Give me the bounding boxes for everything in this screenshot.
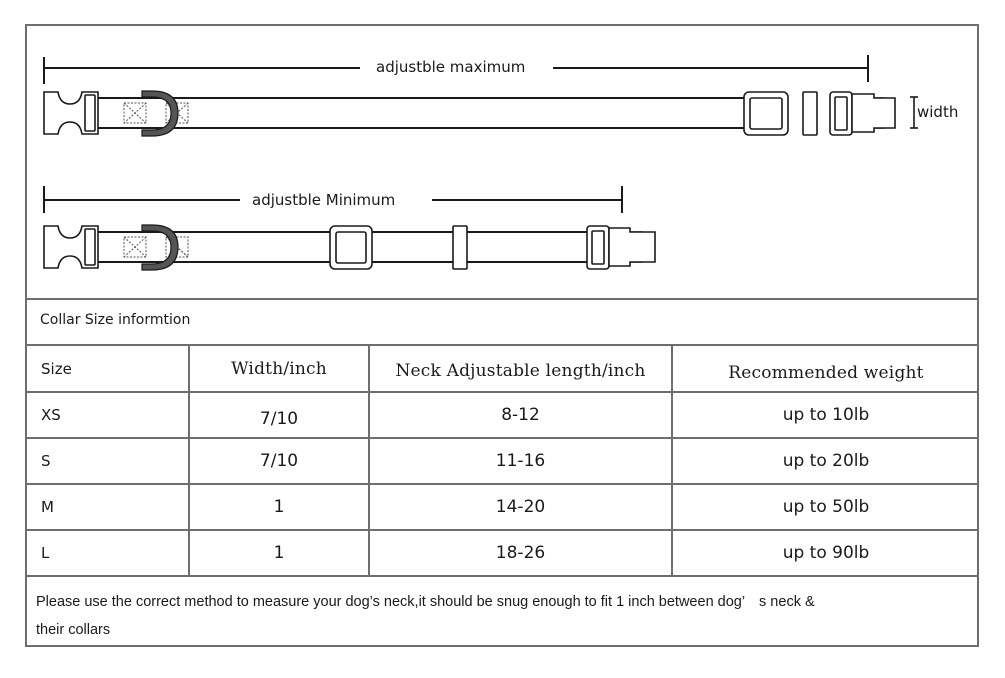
width-label: width	[917, 103, 959, 121]
side-release-buckle-icon	[44, 226, 98, 268]
cell-width: 1	[273, 497, 285, 517]
cell-weight: up to 20lb	[782, 451, 870, 471]
cell-width: 7/10	[259, 409, 299, 429]
divider	[25, 575, 979, 577]
max-length-label: adjustble maximum	[370, 58, 531, 76]
cell-neck-length: 18-26	[495, 543, 546, 563]
table-title: Collar Size informtion	[40, 312, 191, 328]
cell-size: M	[41, 498, 54, 516]
collar-diagram	[0, 0, 1005, 300]
cell-size: XS	[41, 406, 61, 424]
cell-width: 7/10	[259, 451, 299, 471]
note-line-1: Please use the correct method to measure your dog’s neck,it should be snug enough to fit 1 inch between dog’ s neck &	[36, 594, 815, 610]
cell-weight: up to 50lb	[782, 497, 870, 517]
divider	[25, 298, 979, 300]
header-width: Width/inch	[231, 358, 327, 379]
cell-neck-length: 11-16	[495, 451, 546, 471]
header-neck-length: Neck Adjustable length/inch	[395, 360, 646, 381]
cell-neck-length: 8-12	[501, 405, 540, 425]
cell-size: S	[41, 452, 51, 470]
collar-illustration	[0, 0, 1005, 300]
cell-weight: up to 90lb	[782, 543, 870, 563]
min-length-label: adjustble Minimum	[246, 191, 401, 209]
note-line-2: their collars	[36, 622, 111, 638]
header-size: Size	[41, 359, 72, 378]
cell-size: L	[41, 544, 50, 562]
cell-neck-length: 14-20	[495, 497, 546, 517]
measurement-note	[36, 588, 966, 644]
header-recommended-weight: Recommended weight	[728, 362, 924, 383]
cell-width: 1	[273, 543, 285, 563]
keeper-loop-icon	[453, 226, 467, 269]
cell-weight: up to 10lb	[782, 405, 870, 425]
side-release-buckle-icon	[44, 92, 98, 134]
keeper-loop-icon	[803, 92, 817, 135]
